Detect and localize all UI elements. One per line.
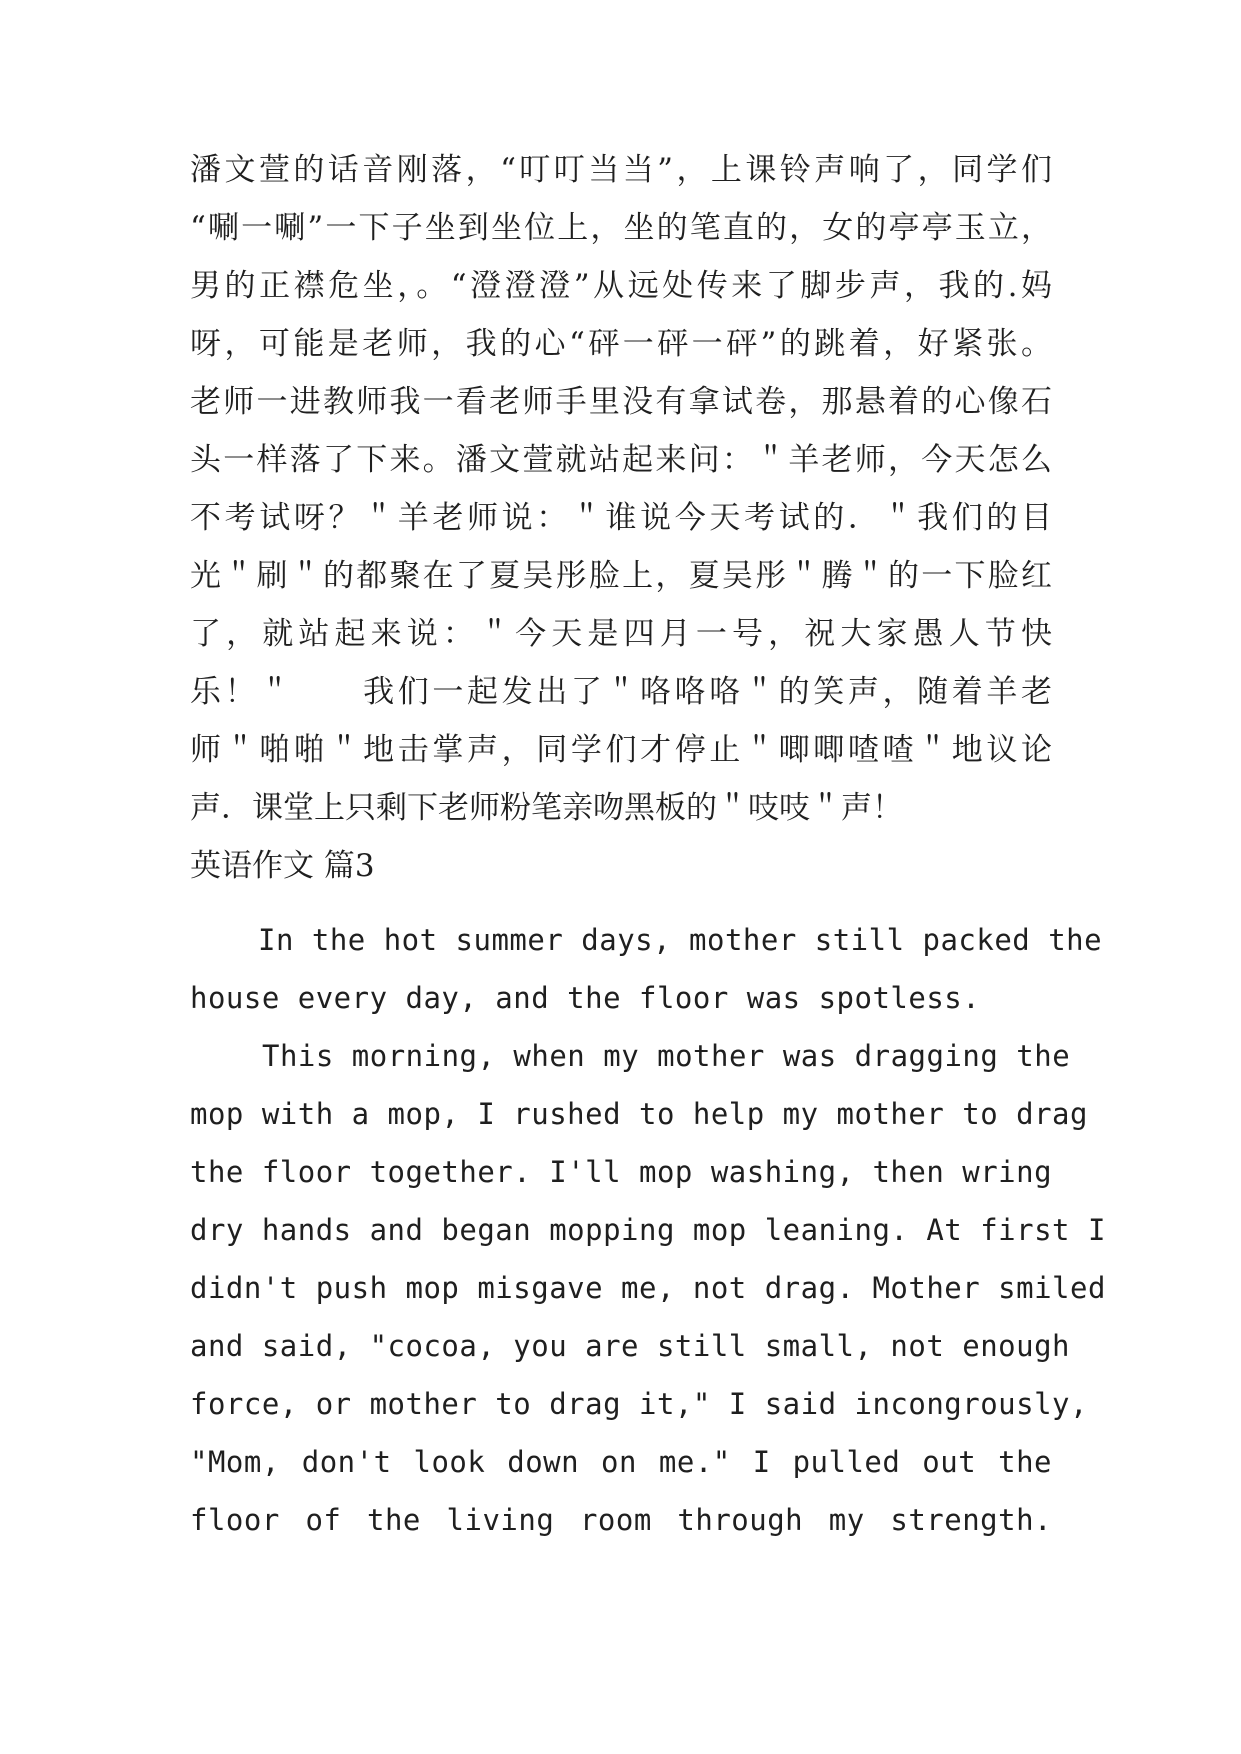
paragraph-line: 呀，可能是老师，我的心“砰一砰一砰”的跳着，好紧张。 [190,326,1052,362]
english-line: This morning, when my mother was dragging the [262,1039,1071,1073]
english-line: floor of the living room through my strength. [190,1503,1052,1537]
english-line: the floor together. I'll mop washing, then wring [190,1155,1053,1189]
paragraph-line: 了，就站起来说：＂今天是四月一号，祝大家愚人节快 [190,616,1052,652]
paragraph-line: 不考试呀？＂羊老师说：＂谁说今天考试的．＂我们的目 [190,500,1052,536]
english-line: mop with a mop, I rushed to help my mother to drag [190,1097,1088,1131]
english-line: dry hands and began mopping mop leaning. At first I [190,1213,1106,1247]
section-heading: 英语作文 篇3 [190,848,375,884]
paragraph-line: 声．课堂上只剩下老师粉笔亲吻黑板的＂吱吱＂声！ [190,790,903,826]
paragraph-line: 潘文萱的话音刚落，“叮叮当当”，上课铃声响了，同学们 [190,152,1052,188]
paragraph-line: 头一样落了下来。潘文萱就站起来问：＂羊老师，今天怎么 [190,442,1052,478]
english-line: force, or mother to drag it," I said incongrously, [190,1387,1088,1421]
english-line: house every day, and the floor was spotless. [190,981,981,1015]
english-line: "Mom, don't look down on me." I pulled out the [190,1445,1052,1479]
english-line: and said, "cocoa, you are still small, not enough [190,1329,1071,1363]
paragraph-line: “唰一唰”一下子坐到坐位上，坐的笔直的，女的亭亭玉立， [190,210,1052,246]
english-line: In the hot summer days, mother still packed the [258,923,1103,957]
paragraph-line: 男的正襟危坐，。“澄澄澄”从远处传来了脚步声，我的.妈 [190,268,1052,304]
english-line: didn't push mop misgave me, not drag. Mother smiled [190,1271,1106,1305]
paragraph-line: 老师一进教师我一看老师手里没有拿试卷，那悬着的心像石 [190,384,1052,420]
paragraph-line: 师＂啪啪＂地击掌声，同学们才停止＂唧唧喳喳＂地议论 [190,732,1052,768]
paragraph-line: 光＂刷＂的都聚在了夏吴彤脸上，夏吴彤＂腾＂的一下脸红 [190,558,1052,594]
paragraph-line: 乐！＂ 我们一起发出了＂咯咯咯＂的笑声，随着羊老 [190,674,1052,710]
